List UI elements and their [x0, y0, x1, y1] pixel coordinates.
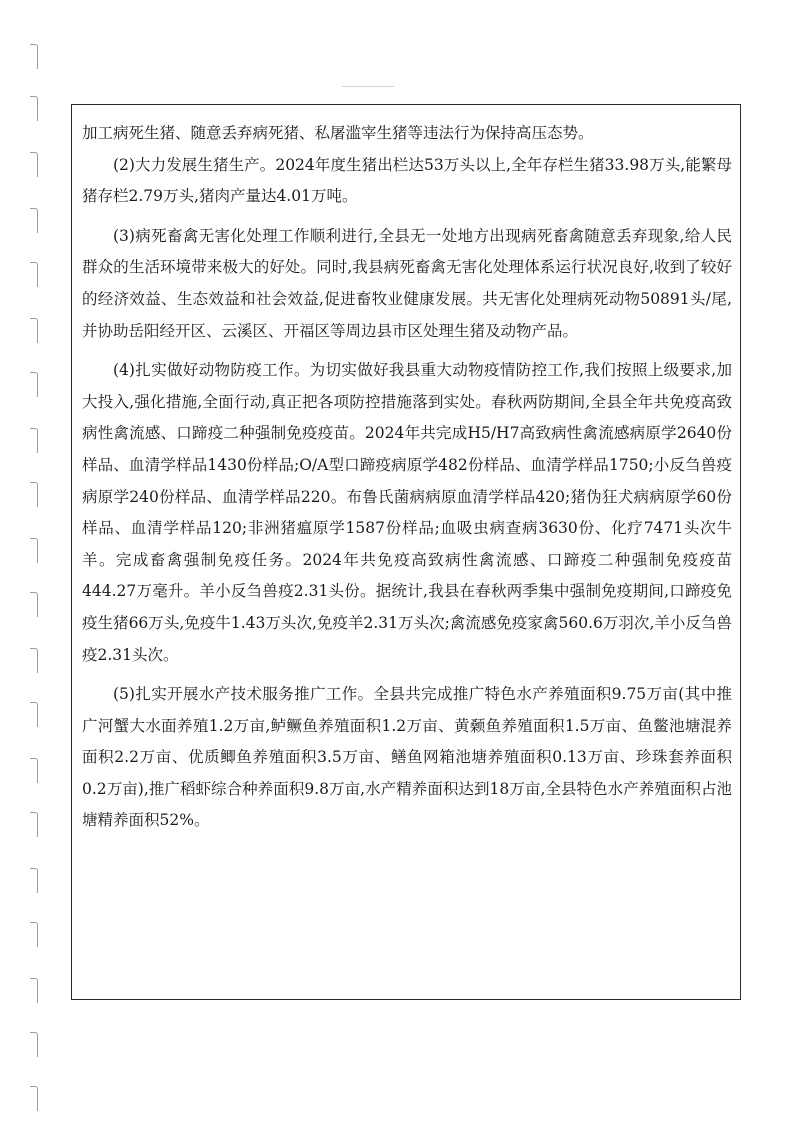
paragraph-aquaculture: (5)扎实开展水产技术服务推广工作。全县共完成推广特色水产养殖面积9.75万亩(其中推广河蟹大水面养殖1.2万亩,鲈鳜鱼养殖面积1.2万亩、黄颡鱼养殖面积1.5万亩、鱼鳖池塘混养面积2.2万亩、优质鲫鱼养殖面积3.5万亩、鳝鱼网箱池塘养殖面积0.13万亩、珍珠套养面积0.2万亩),推广稻虾综合种养面积9.8万亩,水产精养面积达到18万亩,全县特色水产养殖面积占池塘精养面积52%。: [82, 685, 732, 830]
paragraph-epidemic-prevention: (4)扎实做好动物防疫工作。为切实做好我县重大动物疫情防控工作,我们按照上级要求,加大投入,强化措施,全面行动,真正把各项防控措施落到实处。春秋两防期间,全县全年共免疫高致病性禽流感、口蹄疫二种强制免疫疫苗。2024年共完成H5/H7高致病性禽流感病原学2640份样品、血清学样品1430份样品;O/A型口蹄疫病原学482份样品、血清学样品1750;小反刍兽疫病原学240份样品、血清学样品220。布鲁氏菌病病原血清学样品420;猪伪狂犬病病原学60份样品、血清学样品120;非洲猪瘟原学1587份样品;血吸虫病查病3630份、化疗7471头次牛羊。完成畜禽强制免疫任务。2024年共免疫高致病性禽流感、口蹄疫二种强制免疫疫苗444.27万毫升。羊小反刍兽疫2.31头份。据统计,我县在春秋两季集中强制免疫期间,口蹄疫免疫生猪66万头,免疫牛1.43万头次,免疫羊2.31万头次;禽流感免疫家禽560.6万羽次,羊小反刍兽疫2.31头次。: [82, 361, 732, 664]
document-body: [82, 118, 732, 837]
paragraph-hog-production: (2)大力发展生猪生产。2024年度生猪出栏达53万头以上,全年存栏生猪33.98万头,能繁母猪存栏2.79万头,猪肉产量达4.01万吨。: [82, 155, 732, 206]
binding-margin-marks: [22, 0, 42, 1122]
header-rule: [342, 86, 394, 87]
paragraph-continuation: 加工病死生猪、随意丢弃病死猪、私屠滥宰生猪等违法行为保持高压态势。: [82, 124, 594, 142]
paragraph-harmless-disposal: (3)病死畜禽无害化处理工作顺利进行,全县无一处地方出现病死畜禽随意丢弃现象,给人民群众的生活环境带来极大的好处。同时,我县病死畜禽无害化处理体系运行状况良好,收到了较好的经济效益、生态效益和社会效益,促进畜牧业健康发展。共无害化处理病死动物50891头/尾,并协助岳阳经开区、云溪区、开福区等周边县市区处理生猪及动物产品。: [82, 226, 732, 340]
